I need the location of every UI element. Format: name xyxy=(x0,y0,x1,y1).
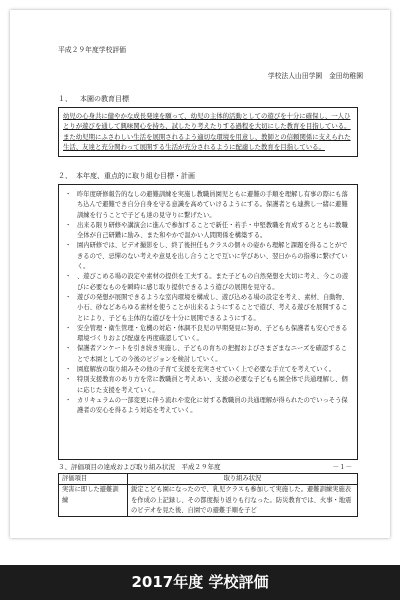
goal-text: 園内研修では、ビデオ撮影をし、終了後担任もクラスの個々の姿から理解と課題を得ることができるので、忌憚のない考えや意見を出し合うことで互いに学びあい、翌日からの指導に繋げていく。 xyxy=(77,242,348,271)
section-number: １、 xyxy=(58,95,72,103)
goal-item xyxy=(65,396,353,417)
section-title: ３、評価項目の達成および取り組み状況 平成２９年度 xyxy=(58,463,221,471)
table-header-row xyxy=(59,474,358,485)
document-page xyxy=(10,10,390,538)
goal-item xyxy=(65,365,353,375)
goal-text: カリキュラムの一部変更に伴う流れや変化に対する教職員の共通理解が得られたのでいっそう保護者の安心を得るよう対応を考えていく。 xyxy=(77,396,348,415)
table-row xyxy=(59,485,358,517)
goal-item xyxy=(65,344,353,365)
bullet: ・ xyxy=(65,221,72,229)
bullet: ・ xyxy=(65,324,72,332)
caption-banner: 2017年度 学校評価 xyxy=(0,565,400,600)
page-number: －１－ xyxy=(332,463,352,471)
education-goal-text: 幼児の心身共に健やかな成長発達を願って、幼児の主体的活動としての遊びを十分に確保し、一人ひとりが遊びを通して興味関心を持ち、試したり考えたりする過程を大切にした教育を目指している。また幼児期にふさわしい生活を展開されるよう適切な環境を用意し、教師との信頼関係に支えられた生活、友達と充分関わって展開する生活が充分されるように配慮した教育を目指している。 xyxy=(63,112,351,152)
bullet: ・ xyxy=(65,376,72,384)
goal-item xyxy=(65,241,353,272)
bullet: ・ xyxy=(65,273,72,281)
goal-item xyxy=(65,221,353,242)
school-name: 学校法人山田学園 金田幼稚園 xyxy=(267,72,363,80)
goal-item xyxy=(65,190,353,221)
bullet: ・ xyxy=(65,366,72,374)
goal-text: 遊びの発想が展開できるような室内環境を構成し、遊び込める場の設定を考え、素材、自動物、小石、砂などあらゆる素材を使うことが出来るようにすることで遊び、考える遊びを展開することにより、子ども主体的な遊びを十分に展開できるようにする。 xyxy=(77,293,349,322)
section-number: ２、 xyxy=(58,172,72,180)
section-title: 本年度、重点的に取り組む目標・計画 xyxy=(76,172,195,180)
column-header-status: 取り組み状況 xyxy=(128,474,358,485)
section-heading xyxy=(58,94,129,104)
goal-text: 特別支援教育のあり方を常に教職員と考えあい、支援の必要な子どもも園全体で共通理解し、個に応じた支援を考えていく。 xyxy=(77,376,348,394)
goal-text: 、遊びこめる場の設定や素材の提供を工夫する。また子どもの自然発想を大切に考え、今この遊びに必要なものを瞬時に感じ取り提供できるよう遊びの展開を見守る。 xyxy=(77,273,349,291)
bullet: ・ xyxy=(65,396,72,404)
goals-box xyxy=(58,184,358,460)
bullet: ・ xyxy=(65,345,72,353)
section-heading xyxy=(58,462,358,471)
evaluation-status: 鋭定こども園になったので、乳児クラスも参加して実施した。避難訓練実施表を作成の上記録し、その都度振り返りも行なった。防災教育では、火事・地震のビデオを見た後、自園での避難手順を子ど xyxy=(128,485,358,517)
education-goal-box xyxy=(58,107,358,157)
evaluation-item: 実害に即した避難訓練 xyxy=(59,485,128,517)
document-title: 平成２９年度学校評価 xyxy=(58,46,126,54)
section-title: 本園の教育目標 xyxy=(80,95,129,103)
bullet: ・ xyxy=(65,293,72,301)
column-header-item: 評価項目 xyxy=(59,474,128,485)
bullet: ・ xyxy=(65,242,72,250)
evaluation-table xyxy=(58,473,358,517)
goal-text: 保護者アンケートを引き続き実施し、子どもの育ちの把握およびさまざまなニーズを確認することで本園としての今後のビジョンを検討していく。 xyxy=(77,345,348,363)
section-heading xyxy=(58,171,195,181)
goal-item xyxy=(65,293,353,324)
goal-item xyxy=(65,324,353,345)
bullet: ・ xyxy=(65,191,72,198)
goal-text: 出来る限り研修や講演会に進んで参加することで新任・若手・中堅教職を育成するとともに教職全体が自己研鑽に励み、また和やかで温かい人間関係を構築する。 xyxy=(77,221,348,240)
goal-text: 安全管理・衛生管理・危機の対応・体調不良児の早期発見に努め、子どもも保護者も安心できる環境づくりおよび配慮を再度確認していく。 xyxy=(77,324,348,343)
goal-text: 園庭解放の取り組みその他の子育て支援を充実させていく上で必要な手立てを考えていく。 xyxy=(77,366,336,374)
goal-text: 昨年度研修報告的なしの避難訓練を実施し教職員園児ともに避難の手順を理解し有事の際にも落ち込んで避難でき自分自身を守る意識を高めていけるようにする。保護者とも連携し一緒に避難訓練を行うことで子ども達の見守りに繋げたい。 xyxy=(77,191,348,219)
goal-item xyxy=(65,272,353,293)
goal-item xyxy=(65,375,353,396)
